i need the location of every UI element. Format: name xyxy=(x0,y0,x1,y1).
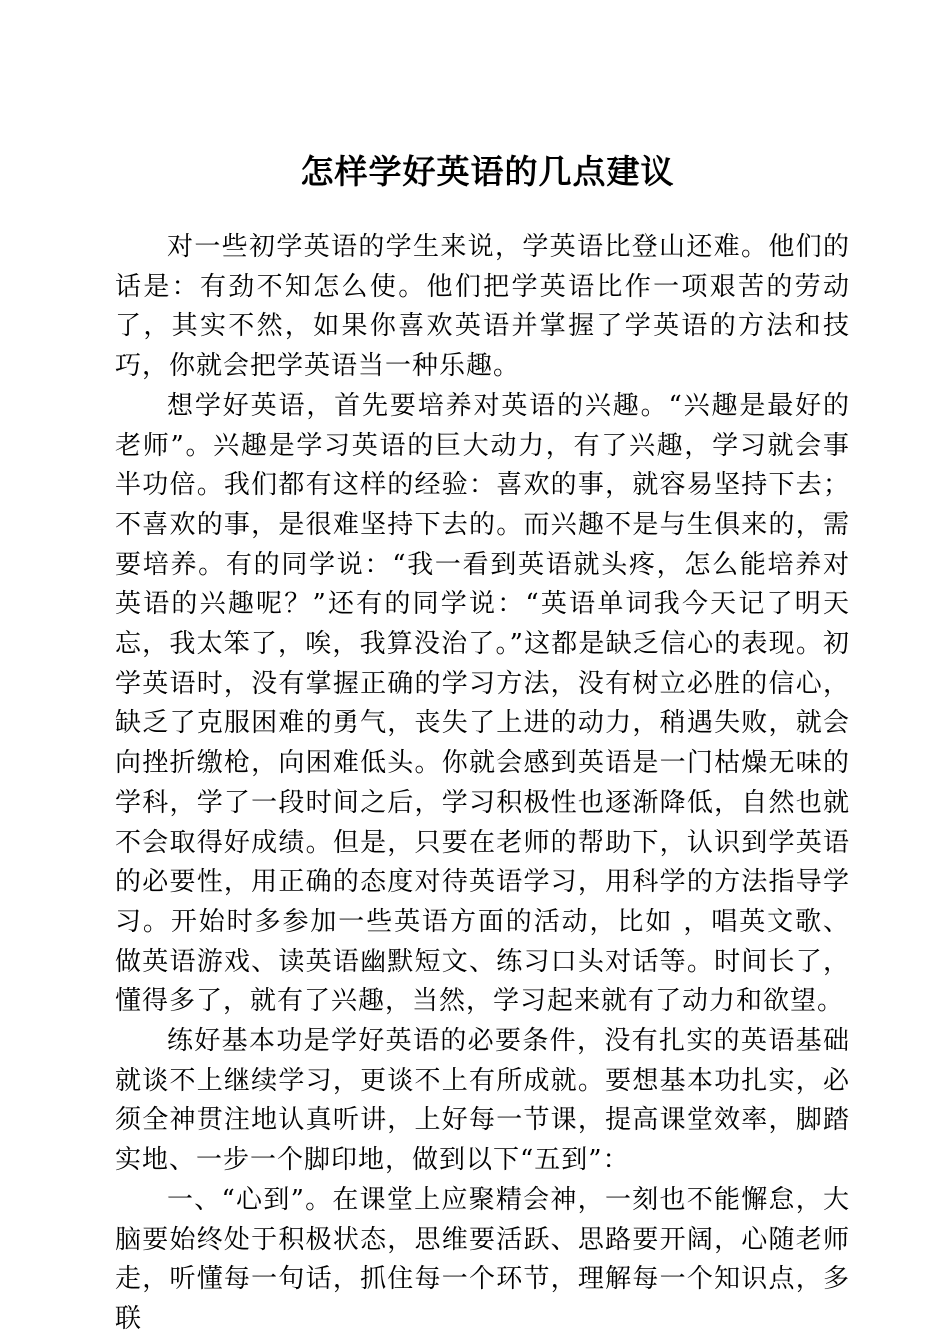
paragraph-interest: 想学好英语，首先要培养对英语的兴趣。“兴趣是最好的老师”。兴趣是学习英语的巨大动力，有了兴趣，学习就会事半功倍。我们都有这样的经验：喜欢的事，就容易坚持下去；不喜欢的事，是很难坚持下去的。而兴趣不是与生俱来的，需要培养。有的同学说：“我一看到英语就头疼，怎么能培养对英语的兴趣呢？”还有的同学说：“英语单词我今天记了明天忘，我太笨了，唉，我算没治了。”这都是缺乏信心的表现。初学英语时，没有掌握正确的学习方法，没有树立必胜的信心，缺乏了克服困难的勇气，丧失了上进的动力，稍遇失败，就会向挫折缴枪，向困难低头。你就会感到英语是一门枯燥无味的学科，学了一段时间之后，学习积极性也逐渐降低，自然也就不会取得好成绩。但是，只要在老师的帮助下，认识到学英语的必要性，用正确的态度对待英语学习，用科学的方法指导学习。开始时多参加一些英语方面的活动，比如 ，唱英文歌、做英语游戏、读英语幽默短文、练习口头对话等。时间长了，懂得多了，就有了兴趣，当然，学习起来就有了动力和欲望。 xyxy=(115,390,850,1017)
paragraph-basics: 练好基本功是学好英语的必要条件，没有扎实的英语基础就谈不上继续学习，更谈不上有所成就。要想基本功扎实，必须全神贯注地认真听讲，上好每一节课，提高课堂效率，脚踏实地、一步一个脚印地，做到以下“五到”： xyxy=(115,1026,850,1176)
paragraph-heart: 一、“心到”。在课堂上应聚精会神，一刻也不能懈怠，大脑要始终处于积极状态，思维要活跃、思路要开阔，心随老师走，听懂每一句话，抓住每一个环节，理解每一个知识点，多联 xyxy=(115,1184,850,1334)
document-title: 怎样学好英语的几点建议 xyxy=(300,152,675,191)
paragraph-intro: 对一些初学英语的学生来说，学英语比登山还难。他们的话是：有劲不知怎么使。他们把学英语比作一项艰苦的劳动了，其实不然，如果你喜欢英语并掌握了学英语的方法和技巧，你就会把学英语当一种乐趣。 xyxy=(115,232,850,382)
